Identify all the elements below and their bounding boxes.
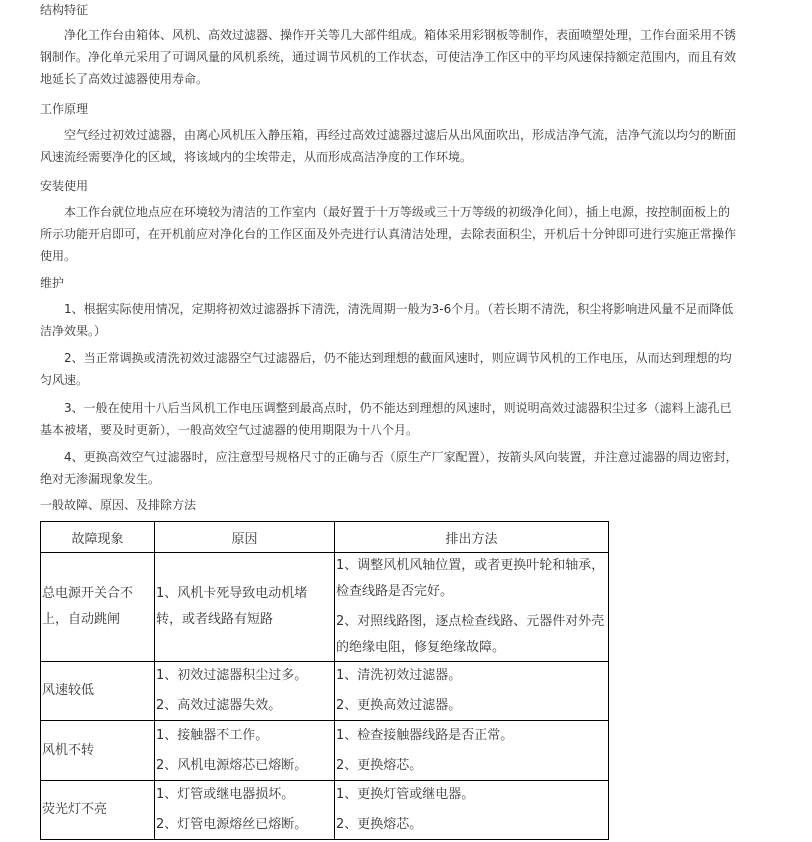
principle-heading: 工作原理 — [40, 102, 89, 116]
cause-line: 1、接触器不工作。 — [156, 727, 269, 743]
remedy-line: 2、更换高效过滤器。 — [336, 698, 462, 713]
table-header-row — [41, 522, 609, 553]
remedy-cell — [335, 721, 609, 781]
remedy-line: 1、检查接触器线路是否正常。 — [336, 727, 514, 743]
table-row — [41, 781, 609, 840]
cause-line: 2、风机电源熔芯已熔断。 — [156, 757, 308, 773]
remedy-line: 1、调整风机风轴位置，或者更换叶轮和轴承，检查线路是否完好。 — [336, 558, 605, 599]
table-row — [41, 721, 609, 781]
remedy-line: 1、更换灯管或继电器。 — [336, 787, 475, 802]
remedy-line: 2、更换熔芯。 — [336, 757, 423, 773]
cause-line: 1、灯管或继电器损坏。 — [156, 787, 295, 802]
remedy-cell — [335, 553, 609, 662]
header-symptom: 故障现象 — [41, 522, 155, 553]
install-heading: 安装使用 — [40, 179, 89, 193]
symptom-cell: 风机不转 — [41, 721, 155, 781]
cause-cell — [155, 553, 335, 662]
cause-line: 2、灯管电源熔丝已熔断。 — [156, 817, 308, 832]
table-row — [41, 553, 609, 662]
fault-table — [40, 521, 609, 840]
symptom-cell: 总电源开关合不上，自动跳闸 — [41, 553, 155, 662]
maintenance-item-2: 2、当正常调换或清洗初效过滤器空气过滤器后，仍不能达到理想的截面风速时，则应调节风机的工作电压，从而达到理想的均匀风速。 — [40, 351, 732, 387]
structure-paragraph: 净化工作台由箱体、风机、高效过滤器、操作开关等几大部件组成。箱体采用彩钢板等制作，表面喷塑处理，工作台面采用不锈钢制作。净化单元采用了可调风量的风机系统，通过调节风机的工作状态，可使洁净工作区中的平均风速保持额定范围内，而且有效地延长了高效过滤器使用寿命。 — [40, 28, 737, 86]
cause-line: 1、初效过滤器积尘过多。 — [156, 668, 308, 683]
symptom-cell: 荧光灯不亮 — [41, 781, 155, 840]
install-paragraph: 本工作台就位地点应在环境较为清洁的工作室内（最好置于十万等级或三十万等级的初级净化间），插上电源，按控制面板上的所示功能开启即可，在开机前应对净化台的工作区面及外壳进行认真清洁处理，去除表面积尘，开机后十分钟即可进行实施正常操作使用。 — [40, 205, 737, 263]
maintenance-item-4: 4、更换高效空气过滤器时，应注意型号规格尺寸的正确与否（原生产厂家配置），按箭头风向装置，并注意过滤器的周边密封，绝对无渗漏现象发生。 — [40, 450, 738, 486]
symptom-cell: 风速较低 — [41, 662, 155, 721]
cause-cell — [155, 721, 335, 781]
principle-paragraph: 空气经过初效过滤器，由离心风机压入静压箱，再经过高效过滤器过滤后从出风面吹出，形成洁净气流，洁净气流以均匀的断面风速流经需要净化的区域，将该域内的尘埃带走，从而形成高洁净度的工作环境。 — [40, 128, 737, 164]
maintenance-heading: 维护 — [40, 276, 65, 290]
remedy-line: 2、对照线路图，逐点检查线路、元器件对外壳的绝缘电阻，修复绝缘故障。 — [336, 614, 605, 655]
header-cause: 原因 — [155, 522, 335, 553]
cause-cell — [155, 781, 335, 840]
remedy-line: 2、更换熔芯。 — [336, 817, 423, 832]
remedy-cell — [335, 781, 609, 840]
faults-heading: 一般故障、原因、及排除方法 — [40, 498, 197, 512]
cause-cell — [155, 662, 335, 721]
header-remedy: 排出方法 — [335, 522, 609, 553]
maintenance-item-1: 1、根据实际使用情况，定期将初效过滤器拆下清洗，清洗周期一般为3-6个月。（若长期不清洗，积尘将影响进风量不足而降低洁净效果。） — [40, 302, 734, 338]
cause-line: 2、高效过滤器失效。 — [156, 698, 282, 713]
cause-line: 1、风机卡死导致电动机堵转，或者线路有短路 — [156, 586, 308, 627]
maintenance-item-3: 3、一般在使用十八后当风机工作电压调整到最高点时，仍不能达到理想的风速时，则说明高效过滤器积尘过多（滤料上滤孔已基本被堵，要及时更新），一般高效空气过滤器的使用期限为十八个月。 — [40, 401, 732, 437]
remedy-line: 1、清洗初效过滤器。 — [336, 668, 462, 683]
remedy-cell — [335, 662, 609, 721]
table-row — [41, 662, 609, 721]
structure-heading: 结构特征 — [40, 3, 89, 17]
